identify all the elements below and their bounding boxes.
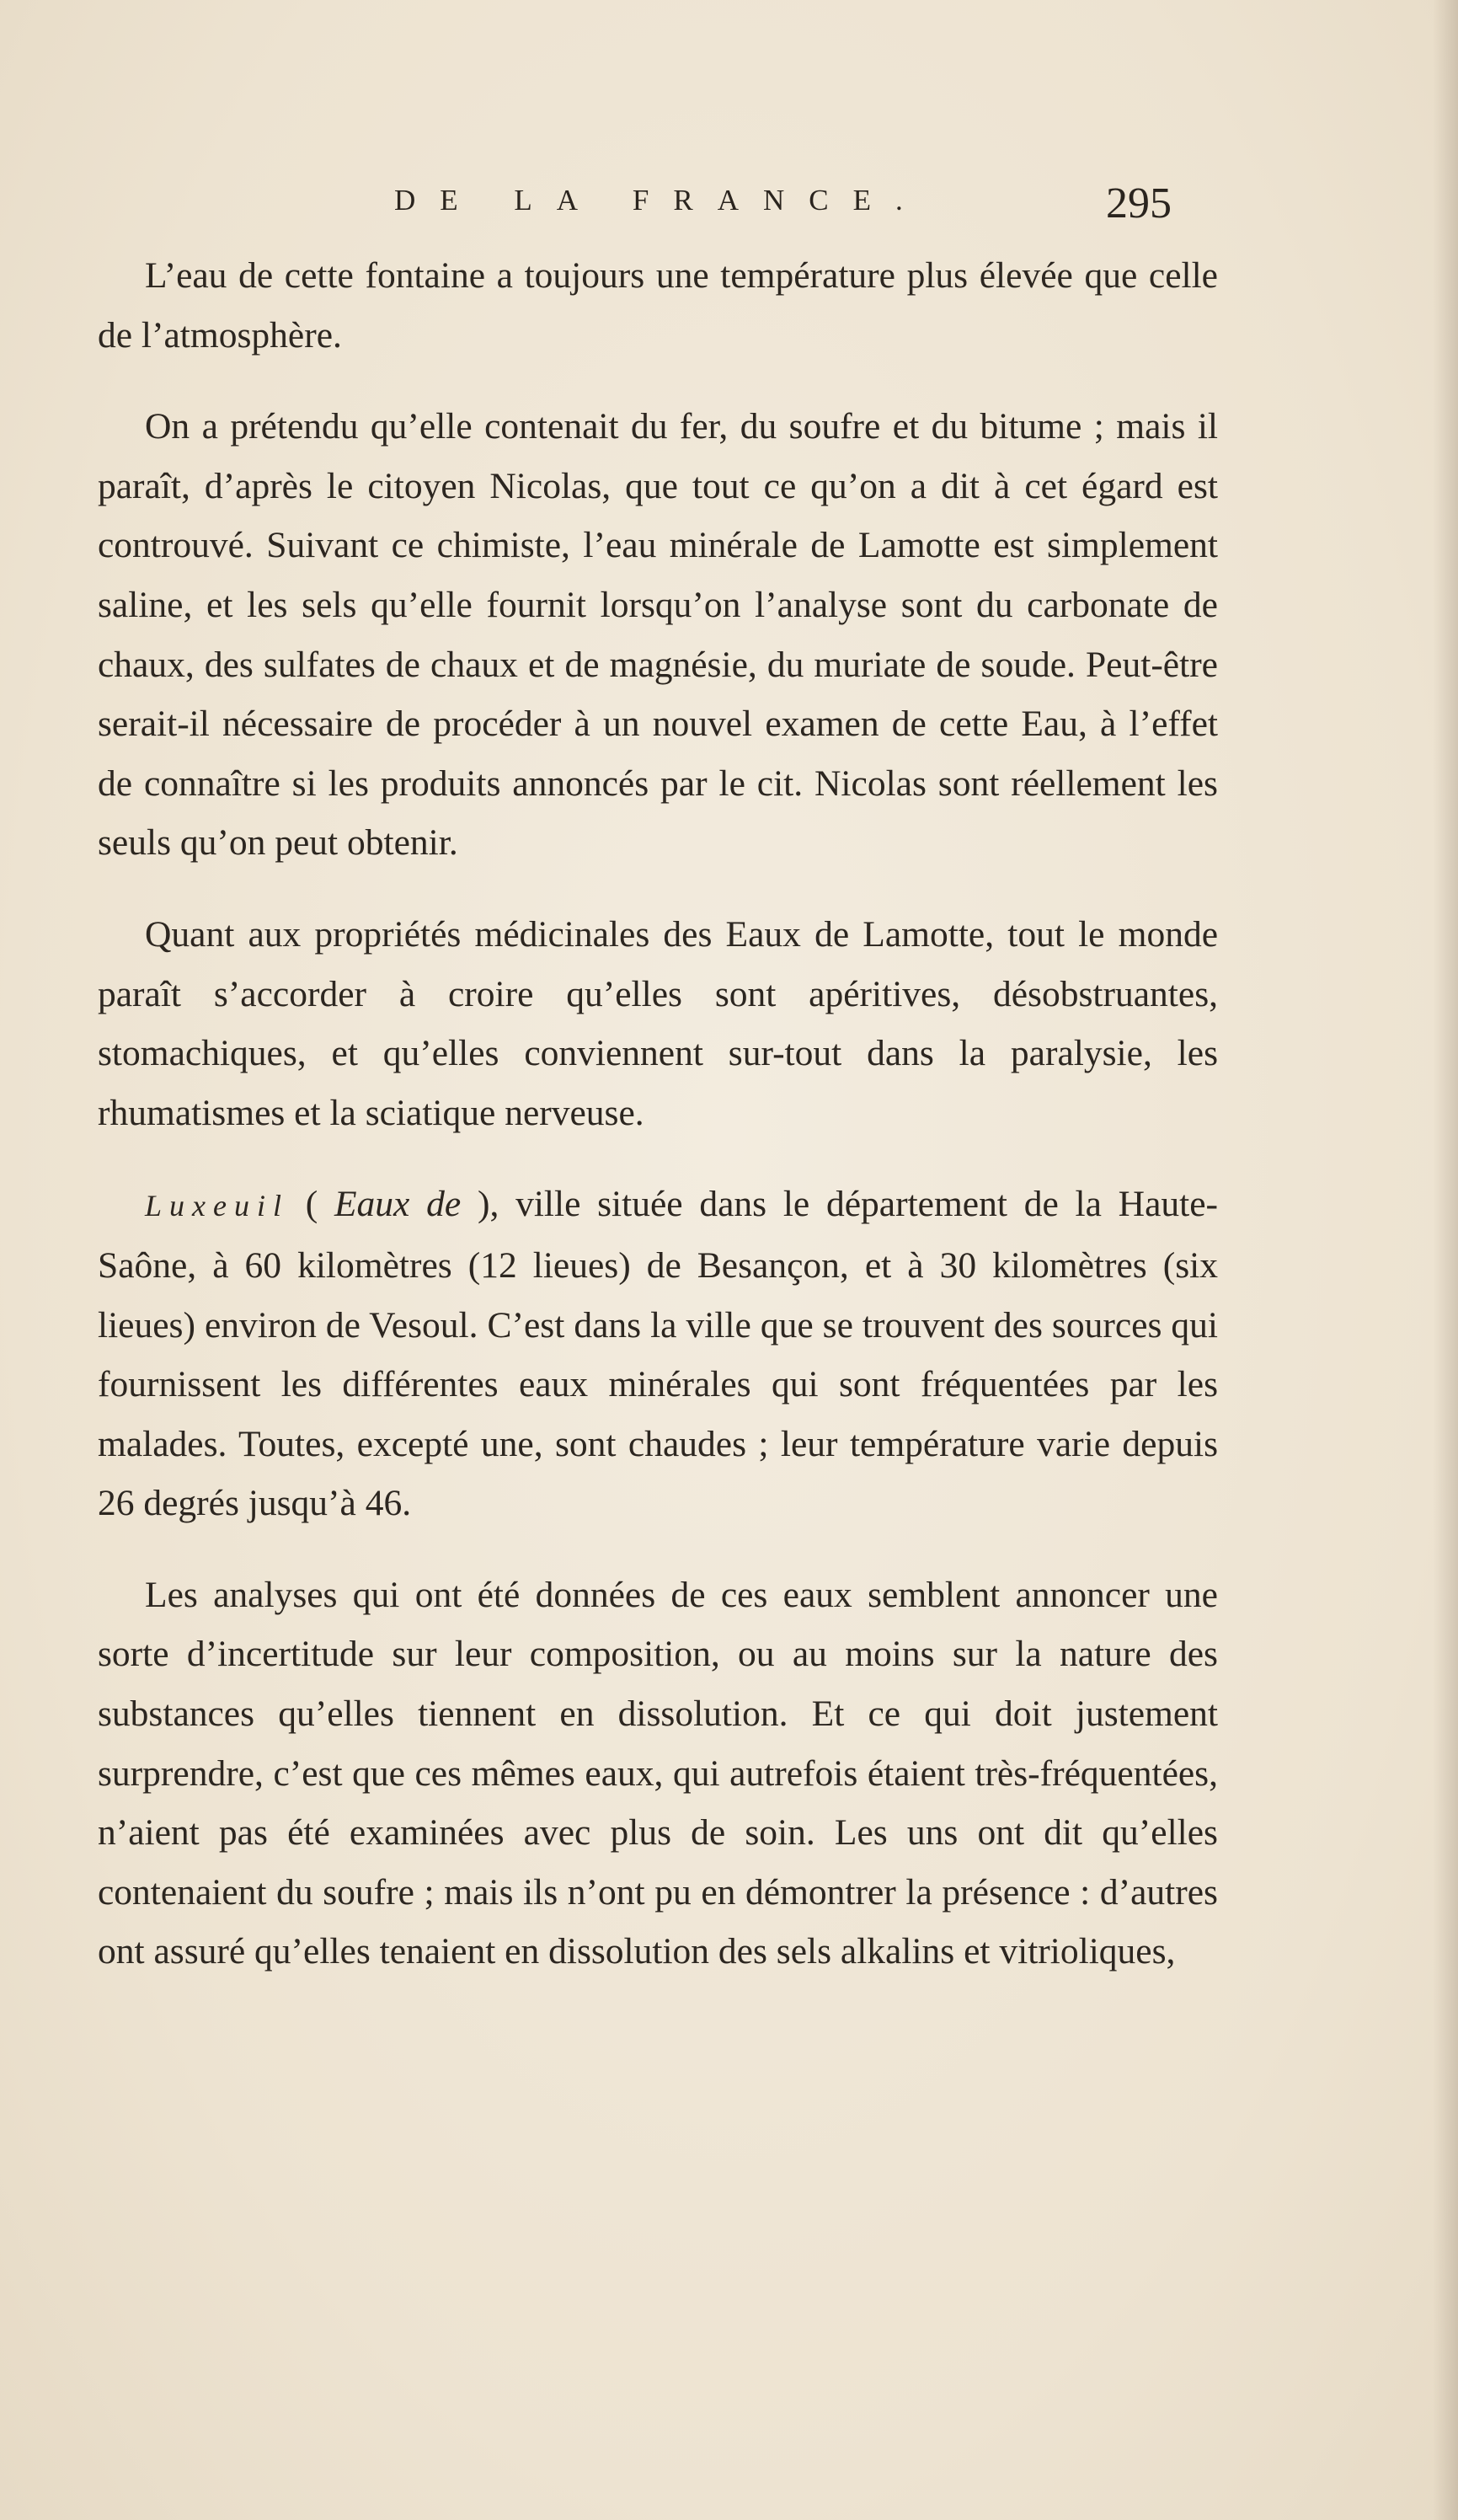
page-edge-shadow [1433, 0, 1458, 2520]
running-head: DE LA FRANCE. [394, 184, 927, 217]
body-text [98, 246, 1218, 1982]
page-number: 295 [1106, 179, 1172, 227]
paragraph-luxeuil [98, 1174, 1218, 1533]
entry-paren-open: ( [288, 1184, 334, 1225]
paragraph: L’eau de cette fontaine a toujours une température plus élevée que celle de l’atmosphère. [98, 255, 1218, 356]
paragraph: Les analyses qui ont été données de ces eaux semblent annoncer une sorte d’incertitude sur leur composition, ou au moins sur la nature des substances qu’elles tiennent en dissolution. Et ce qui doit justement surprendre, c’est que ces mêmes eaux, qui autrefois étaient très-fréquentées, n’aient pas été examinées avec plus de soin. Les uns ont dit qu’elles contenaient du soufre ; mais ils n’ont pu en démontrer la présence : d’autres ont assuré qu’elles tenaient en dissolution des sels alkalins et vitrioliques, [98, 1574, 1218, 1972]
entry-paren-close: ) [461, 1184, 490, 1225]
paragraph: Quant aux propriétés médicinales des Eaux de Lamotte, tout le monde paraît s’accorder à croire qu’elles sont apéritives, désobstruantes, stomachiques, et qu’elles conviennent sur-tout dans la paralysie, les rhumatismes et la sciatique nerveuse. [98, 913, 1218, 1133]
paragraph-text: , ville située dans le département de la Haute-Saône, à 60 kilomètres (12 lieues) de Besançon, et à 30 kilomètres (six lieues) environ de Vesoul. C’est dans la ville que se trouvent des sources qui fournissent les différentes eaux minérales qui sont fréquentées par les malades. Toutes, excepté une, sont chaudes ; leur température varie depuis 26 degrés jusqu’à 46. [98, 1184, 1219, 1524]
entry-heading: Luxeuil [145, 1189, 289, 1223]
entry-subheading: Eaux de [334, 1184, 462, 1225]
paragraph: On a prétendu qu’elle contenait du fer, du soufre et du bitume ; mais il paraît, d’après le citoyen Nicolas, que tout ce qu’on a dit à cet égard est controuvé. Suivant ce chimiste, l’eau minérale de Lamotte est simplement saline, et les sels qu’elle fournit lorsqu’on l’analyse sont du carbonate de chaux, des sulfates de chaux et de magnésie, du muriate de soude. Peut-être serait-il nécessaire de procéder à un nouvel examen de cette Eau, à l’effet de connaître si les produits annoncés par le cit. Nicolas sont réellement les seuls qu’on peut obtenir. [98, 406, 1218, 864]
